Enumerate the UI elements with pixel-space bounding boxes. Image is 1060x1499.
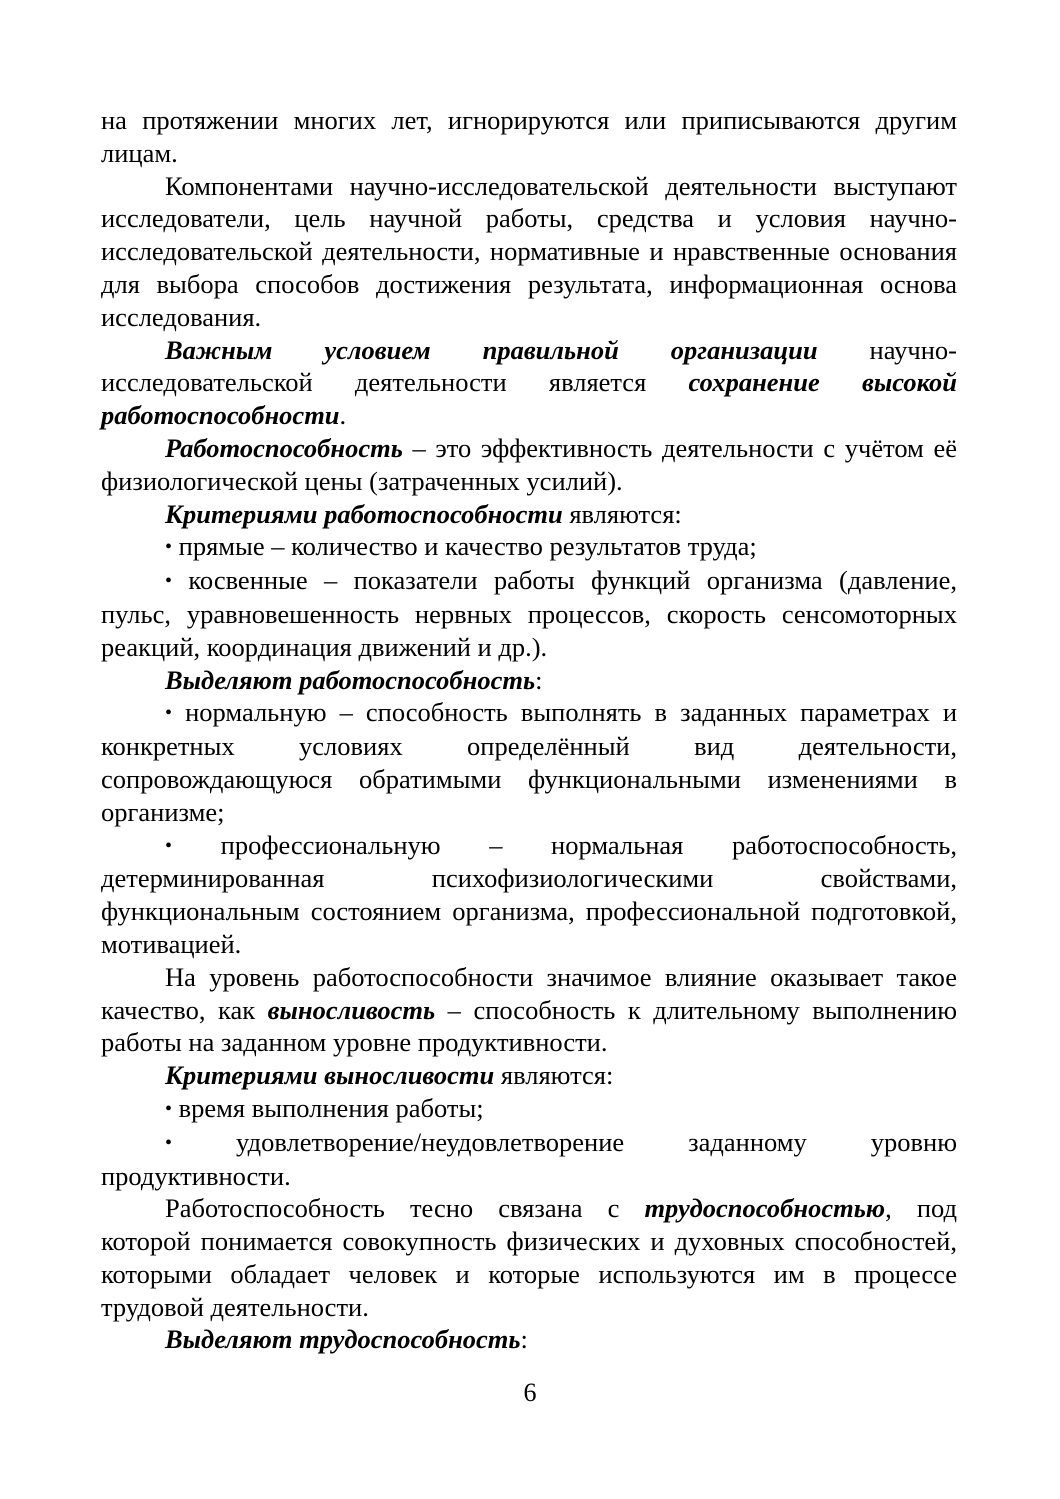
list-item-text: косвенные – показатели работы функций организма (давление, пульс, уравновешенность нервных процессов, скорость сенсомоторных реакций, координация движений и др.). (101, 565, 958, 662)
list-item-text: профессиональную – нормальная работоспособность, детерминированная психофизиологическими свойствами, функциональным состоянием организма, профессиональной подготовкой, мотивацией. (101, 829, 958, 959)
list-item (101, 1126, 957, 1193)
term-endurance: выносливость (267, 994, 436, 1025)
paragraph-text: научно-исследовательской деятельности является (101, 334, 957, 398)
paragraph-text: являются: (494, 1060, 614, 1091)
term-workability-criteria: Критериями работоспособности (165, 498, 563, 529)
list-item (101, 530, 957, 564)
paragraph-text: На уровень работоспособности значимое влияние оказывает такое качество, как (101, 961, 957, 1025)
paragraph-workability-definition (101, 432, 957, 498)
paragraph-text: Работоспособность тесно связана с (165, 1193, 645, 1224)
list-item (101, 829, 957, 961)
paragraph-important-condition (101, 334, 957, 432)
bullet-icon: • (165, 536, 173, 559)
bullet-icon: • (165, 1131, 173, 1154)
paragraph-endurance (101, 961, 957, 1059)
list-item (101, 696, 957, 828)
term-endurance-criteria: Критериями выносливости (165, 1060, 495, 1091)
emphasis-high-workability: сохранение высокой работоспособности (101, 367, 958, 431)
list-item-text: прямые – количество и качество результатов труда; (178, 531, 757, 562)
term-workability: Работоспособность (165, 432, 403, 463)
page-body (101, 104, 957, 1356)
paragraph-text: : (535, 664, 543, 695)
bullet-icon: • (165, 570, 173, 593)
paragraph-labor-capacity-types (101, 1323, 957, 1356)
emphasis-important-condition: Важным условием правильной организации (165, 334, 818, 365)
list-item (101, 564, 957, 663)
page-number: 6 (523, 1378, 537, 1407)
paragraph-text: , под которой понимается совокупность физических и духовных способностей, которыми обладает человек и которые используются им в процессе трудовой деятельности. (101, 1193, 958, 1322)
list-item-text: удовлетворение/неудовлетворение заданному уровню продуктивности. (101, 1126, 958, 1191)
paragraph-text: . (339, 400, 347, 431)
bullet-icon: • (165, 702, 173, 725)
list-item-text: нормальную – способность выполнять в заданных параметрах и конкретных условиях определённый вид деятельности, сопровождающуюся обратимыми функциональными изменениями в организме; (101, 697, 958, 827)
paragraph-text: : (520, 1324, 528, 1355)
paragraph-endurance-criteria (101, 1059, 957, 1092)
term-labor-capacity-types: Выделяют трудоспособность (165, 1324, 521, 1355)
term-workability-types: Выделяют работоспособность (165, 664, 536, 695)
term-labor-capacity: трудоспособностью (644, 1193, 886, 1224)
paragraph-labor-capacity (101, 1192, 957, 1323)
bullet-icon: • (165, 1097, 173, 1120)
paragraph-text: – способность к длительному выполнению работы на заданном уровне продуктивности. (101, 994, 957, 1058)
paragraph-text: являются: (562, 498, 682, 529)
list-item-text: время выполнения работы; (178, 1092, 484, 1123)
list-item (101, 1092, 957, 1126)
bullet-icon: • (165, 834, 173, 857)
paragraph-workability-criteria (101, 498, 957, 531)
paragraph-components: Компонентами научно-исследовательской деятельности выступают исследователи, цель научной работы, средства и условия научно-исследовательской деятельности, нормативные и нравственные основания для выбора способов достижения результата, информационная основа исследования. (101, 170, 957, 332)
paragraph-continuation: на протяжении многих лет, игнорируются или приписываются другим лицам. (101, 105, 957, 168)
paragraph-text: – это эффективность деятельности с учётом её физиологической цены (затраченных усилий). (101, 432, 957, 496)
paragraph-workability-types (101, 664, 957, 697)
